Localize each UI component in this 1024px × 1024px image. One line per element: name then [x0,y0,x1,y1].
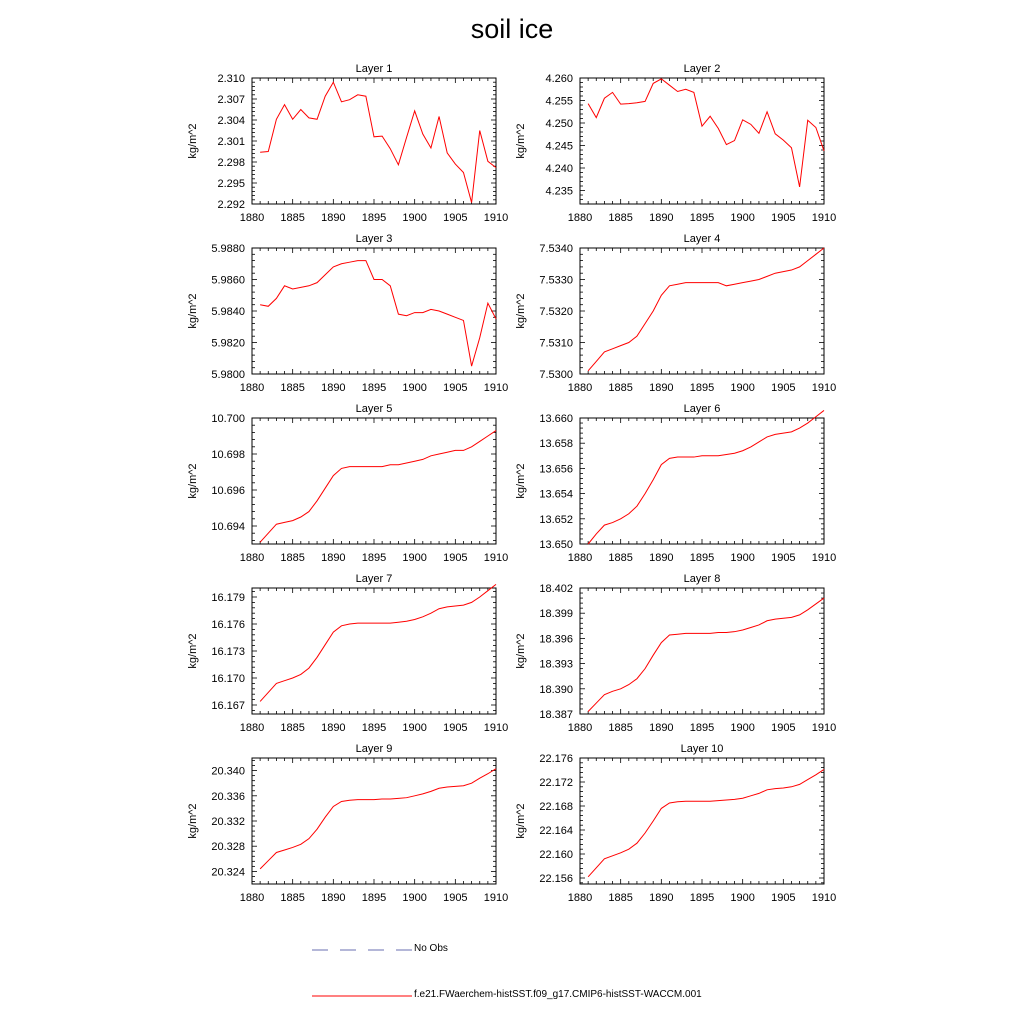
y-axis-label: kg/m^2 [187,293,199,329]
panel-layer-3 [187,233,508,394]
x-tick-label: 1910 [483,892,509,904]
x-tick-label: 1895 [689,892,715,904]
x-tick-label: 1895 [361,722,387,734]
y-tick-label: 2.304 [217,115,245,127]
plot-frame [580,758,824,884]
y-tick-label: 13.654 [539,488,573,501]
y-axis-label: kg/m^2 [515,293,527,329]
x-tick-label: 1910 [811,382,837,394]
y-tick-label: 10.696 [211,485,245,497]
x-tick-label: 1910 [811,552,837,564]
y-axis-label: kg/m^2 [187,463,199,499]
legend-obs-label: No Obs [414,943,448,954]
x-tick-label: 1885 [608,552,633,564]
x-tick-label: 1900 [730,892,755,904]
y-tick-label: 5.9880 [211,243,245,255]
panel-title: Layer 9 [355,743,393,755]
legend-model-label: f.e21.FWaerchem-histSST.f09_g17.CMIP6-histSST-WACCM.001 [414,989,702,1000]
x-tick-label: 1885 [280,212,305,224]
x-tick-label: 1905 [443,212,468,224]
panel-layer-8 [515,573,836,734]
x-tick-label: 1910 [811,212,837,224]
x-tick-label: 1885 [608,212,633,224]
y-tick-label: 22.164 [539,825,573,837]
x-tick-label: 1890 [321,722,346,734]
plot-frame [252,78,496,204]
series-line [588,598,824,711]
x-tick-label: 1890 [321,212,346,224]
y-tick-label: 2.295 [217,178,245,190]
y-tick-label: 13.658 [539,438,573,451]
y-tick-label: 18.393 [539,658,573,671]
y-tick-label: 4.240 [545,163,573,175]
x-tick-label: 1910 [811,722,837,734]
plot-frame [580,418,824,544]
y-tick-label: 16.170 [211,673,245,685]
x-tick-label: 1905 [771,212,796,224]
x-tick-label: 1890 [321,552,346,564]
y-tick-label: 18.396 [539,633,573,646]
y-tick-label: 7.5300 [539,369,573,381]
plot-frame [252,418,496,544]
y-tick-label: 22.176 [539,753,573,765]
panel-layer-7 [187,573,508,734]
plot-frame [252,588,496,714]
panel-layer-4 [515,233,836,394]
y-tick-label: 13.650 [539,539,573,551]
x-tick-label: 1890 [649,722,674,734]
y-tick-label: 4.250 [545,118,573,130]
y-tick-label: 4.255 [545,95,573,108]
series-line [260,261,496,367]
y-tick-label: 7.5310 [539,337,573,350]
y-tick-label: 18.390 [539,683,573,696]
legend-model [0,986,1024,1006]
y-tick-label: 4.260 [545,73,573,85]
y-tick-label: 18.402 [539,583,573,595]
x-tick-label: 1885 [608,722,633,734]
panel-layer-5 [187,403,508,564]
y-tick-label: 16.167 [211,700,245,712]
y-axis-label: kg/m^2 [187,803,199,839]
y-tick-label: 10.698 [211,449,245,461]
x-tick-label: 1910 [483,382,509,394]
panel-title: Layer 5 [355,403,393,415]
legend-obs [0,940,1024,960]
x-tick-label: 1895 [361,892,387,904]
y-tick-label: 5.9840 [211,306,245,318]
x-tick-label: 1905 [771,892,796,904]
x-tick-label: 1880 [567,552,593,564]
x-tick-label: 1910 [811,892,837,904]
panel-title: Layer 6 [683,403,721,415]
x-tick-label: 1895 [361,552,387,564]
plot-frame [252,758,496,884]
x-tick-label: 1905 [771,382,796,394]
y-tick-label: 13.660 [539,413,573,425]
y-tick-label: 5.9820 [211,337,245,350]
panel-title: Layer 2 [683,63,721,75]
x-tick-label: 1895 [689,382,715,394]
panel-layer-10 [515,743,836,904]
y-tick-label: 7.5340 [539,243,573,255]
y-tick-label: 2.310 [217,73,245,85]
x-tick-label: 1905 [443,552,468,564]
x-tick-label: 1900 [402,212,427,224]
y-tick-label: 5.9800 [211,369,245,381]
plot-frame [580,78,824,204]
x-tick-label: 1905 [443,892,468,904]
x-tick-label: 1885 [608,892,633,904]
x-tick-label: 1895 [689,552,715,564]
x-tick-label: 1880 [239,212,265,224]
series-line [588,410,824,544]
x-tick-label: 1900 [730,382,755,394]
x-tick-label: 1890 [321,892,346,904]
series-line [260,584,496,701]
x-tick-label: 1890 [321,382,346,394]
y-axis-label: kg/m^2 [515,463,527,499]
y-tick-label: 10.700 [211,413,245,425]
series-line [260,769,496,869]
y-tick-label: 2.292 [217,199,245,211]
y-tick-label: 20.328 [211,841,245,854]
y-axis-label: kg/m^2 [515,633,527,669]
x-tick-label: 1880 [567,212,593,224]
x-tick-label: 1880 [567,722,593,734]
y-tick-label: 16.176 [211,619,245,631]
panel-title: Layer 4 [683,233,721,245]
y-tick-label: 2.307 [217,94,245,106]
y-tick-label: 20.324 [211,866,245,879]
y-tick-label: 13.656 [539,463,573,476]
x-tick-label: 1890 [649,552,674,564]
series-line [260,82,496,202]
x-tick-label: 1890 [649,212,674,224]
x-tick-label: 1900 [402,892,427,904]
series-line [260,431,496,543]
x-tick-label: 1895 [361,382,387,394]
x-tick-label: 1900 [402,722,427,734]
y-axis-label: kg/m^2 [515,803,527,839]
y-tick-label: 10.694 [211,521,245,533]
panel-title: Layer 1 [355,63,393,75]
y-tick-label: 22.160 [539,849,573,861]
y-tick-label: 13.652 [539,513,573,526]
x-tick-label: 1895 [689,212,715,224]
x-tick-label: 1890 [649,892,674,904]
plot-frame [252,248,496,374]
y-tick-label: 16.179 [211,592,245,604]
x-tick-label: 1880 [567,382,593,394]
y-axis-label: kg/m^2 [515,123,527,159]
series-line [588,79,824,187]
y-tick-label: 7.5320 [539,306,573,318]
plot-frame [580,588,824,714]
y-tick-label: 20.332 [211,816,245,828]
x-tick-label: 1885 [608,382,633,394]
panel-title: Layer 8 [683,573,721,585]
x-tick-label: 1880 [239,382,265,394]
y-tick-label: 22.172 [539,777,573,789]
x-tick-label: 1910 [483,552,509,564]
x-tick-label: 1900 [402,382,427,394]
figure-title: soil ice [470,14,554,44]
panel-layer-1 [187,63,508,224]
y-axis-label: kg/m^2 [187,633,199,669]
y-tick-label: 2.301 [217,136,245,148]
series-line [588,769,824,876]
panel-title: Layer 10 [680,743,724,755]
x-tick-label: 1880 [567,892,593,904]
y-tick-label: 20.336 [211,790,245,803]
y-tick-label: 5.9860 [211,274,245,287]
y-tick-label: 4.245 [545,140,573,153]
x-tick-label: 1905 [443,382,468,394]
x-tick-label: 1890 [649,382,674,394]
x-tick-label: 1900 [402,552,427,564]
x-tick-label: 1900 [730,552,755,564]
x-tick-label: 1910 [483,212,509,224]
x-tick-label: 1880 [239,722,265,734]
x-tick-label: 1900 [730,212,755,224]
y-tick-label: 18.387 [539,709,573,721]
x-tick-label: 1895 [689,722,715,734]
y-tick-label: 22.168 [539,801,573,813]
x-tick-label: 1910 [483,722,509,734]
y-axis-label: kg/m^2 [187,123,199,159]
x-tick-label: 1900 [730,722,755,734]
y-tick-label: 22.156 [539,873,573,885]
panel-layer-9 [187,743,508,904]
y-tick-label: 18.399 [539,608,573,621]
y-tick-label: 4.235 [545,185,573,198]
x-tick-label: 1895 [361,212,387,224]
x-tick-label: 1905 [771,722,796,734]
x-tick-label: 1885 [280,552,305,564]
y-tick-label: 16.173 [211,646,245,658]
y-tick-label: 7.5330 [539,274,573,287]
x-tick-label: 1885 [280,722,305,734]
x-tick-label: 1905 [771,552,796,564]
panel-title: Layer 7 [355,573,393,585]
y-tick-label: 20.340 [211,765,245,778]
panel-layer-6 [515,403,836,564]
series-line [588,248,824,371]
x-tick-label: 1885 [280,892,305,904]
y-tick-label: 2.298 [217,157,245,169]
x-tick-label: 1905 [443,722,468,734]
panel-title: Layer 3 [355,233,393,245]
x-tick-label: 1885 [280,382,305,394]
x-tick-label: 1880 [239,552,265,564]
plot-frame [580,248,824,374]
x-tick-label: 1880 [239,892,265,904]
panel-layer-2 [515,63,836,224]
